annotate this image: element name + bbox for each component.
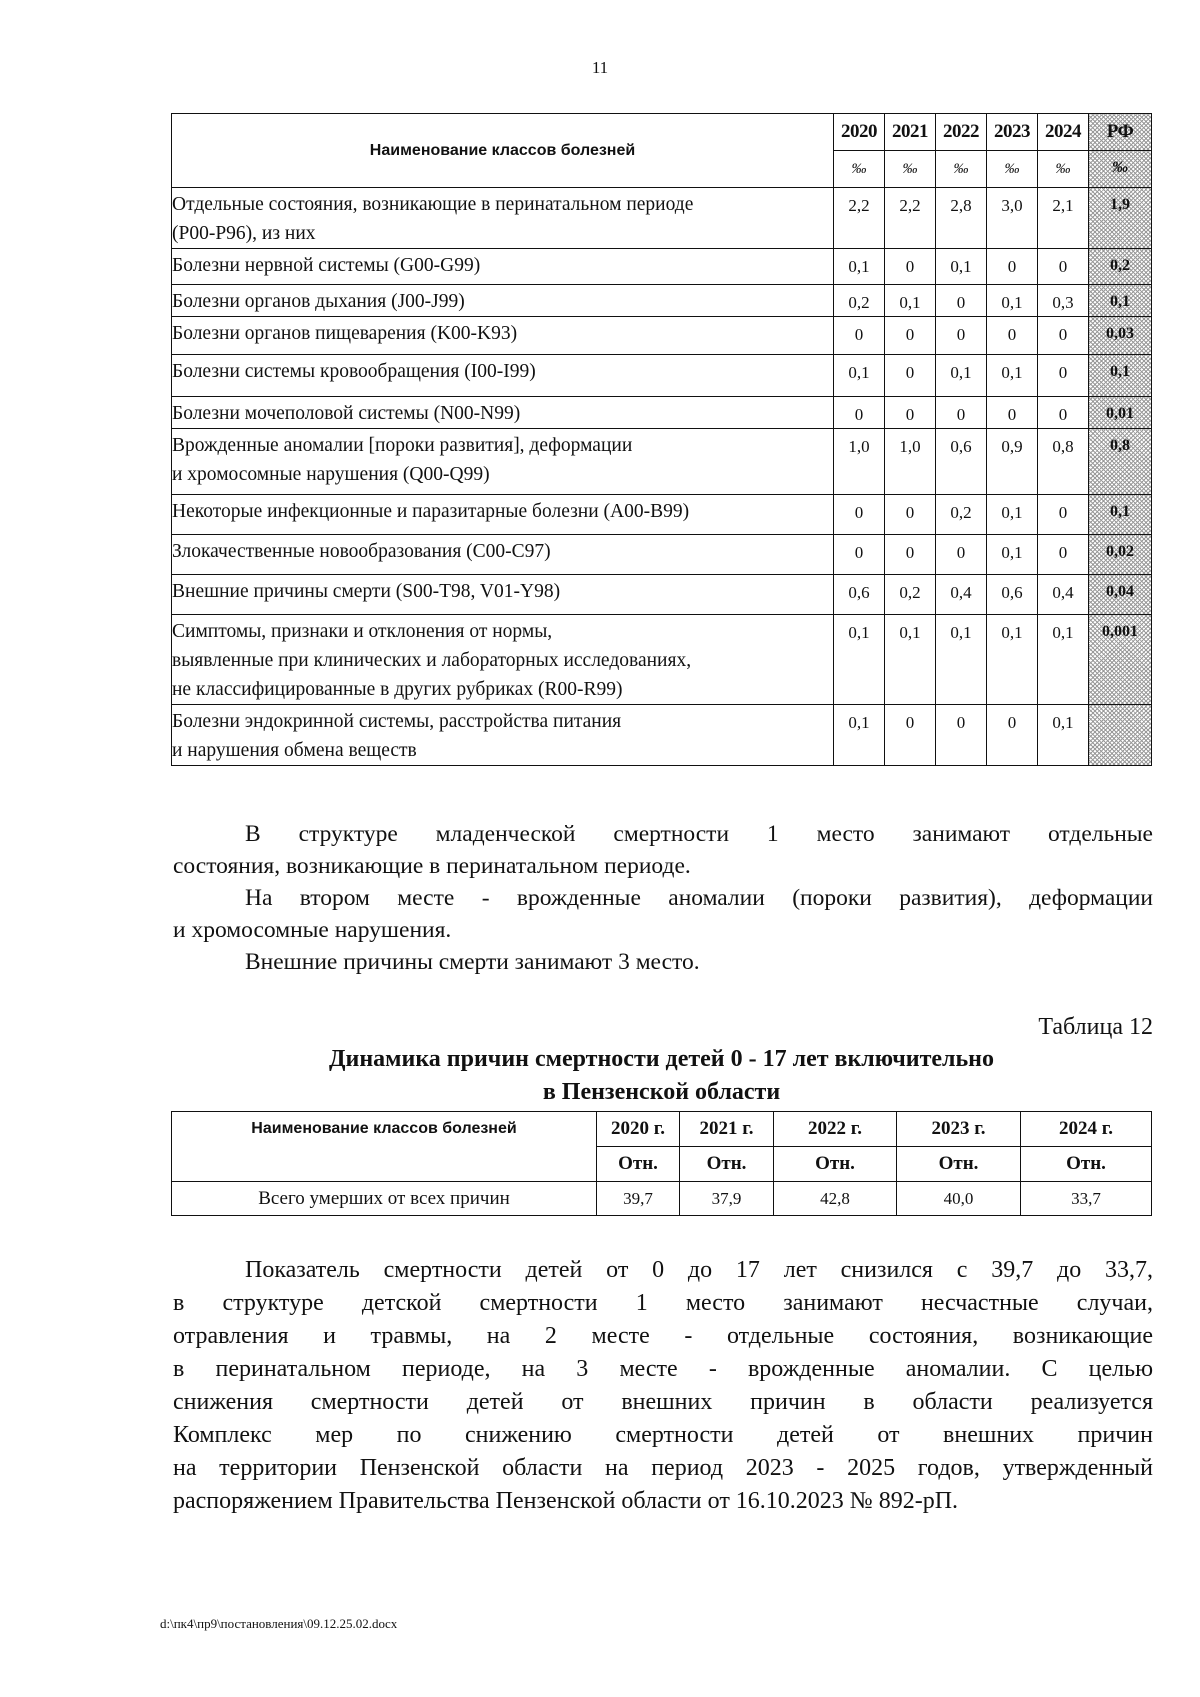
disease-class-name: Болезни органов пищеварения (K00-K93) [172,317,834,355]
value-cell: 0 [936,535,987,575]
value-cell: 0 [834,397,885,429]
table-header-row [172,114,1152,151]
value-cell: 0,1 [936,249,987,285]
rf-value-cell: 0,1 [1089,355,1152,397]
value-cell: 0 [1038,355,1089,397]
child-mortality-summary [173,1254,1153,1518]
column-subheader-relative: Отн. [1021,1147,1152,1182]
value-cell: 0,2 [885,575,936,615]
value-cell: 0 [1038,535,1089,575]
column-subheader-relative: Отн. [597,1147,680,1182]
value-cell: 1,0 [885,429,936,495]
value-cell: 0 [1038,249,1089,285]
rf-value-cell: 0,03 [1089,317,1152,355]
value-cell: 0,6 [834,575,885,615]
text-line: распоряжением Правительства Пензенской области от 16.10.2023 № 892-рП. [173,1488,959,1514]
disease-class-name: Болезни нервной системы (G00-G99) [172,249,834,285]
value-cell: 0 [936,285,987,317]
value-cell: 0,1 [987,495,1038,535]
unit-cell: ‰ [885,151,936,188]
table-label: Таблица 12 [1038,1014,1153,1040]
column-header-year: 2021 г. [680,1112,774,1147]
table-row [172,705,1152,766]
column-header-year: 2023 г. [897,1112,1021,1147]
column-subheader-relative: Отн. [680,1147,774,1182]
value-cell: 39,7 [597,1182,680,1216]
value-cell: 0 [1038,495,1089,535]
rf-value-cell: 0,1 [1089,285,1152,317]
value-cell: 0,1 [885,285,936,317]
infant-mortality-causes-table [171,113,1152,766]
value-cell: 0,1 [936,615,987,705]
value-cell: 0,1 [1038,615,1089,705]
text-line: в перинатальном периоде, на 3 месте - врожденные аномалии. С целью [173,1356,1153,1382]
value-cell: 0 [936,317,987,355]
value-cell: 0 [885,535,936,575]
table-row [172,615,1152,705]
disease-class-name: Болезни органов дыхания (J00-J99) [172,285,834,317]
value-cell: 0,1 [834,615,885,705]
rf-value-cell: 0,02 [1089,535,1152,575]
column-header-year: 2020 г. [597,1112,680,1147]
text-line: снижения смертности детей от внешних причин в области реализуется [173,1389,1153,1415]
value-cell: 0,3 [1038,285,1089,317]
table-row [172,429,1152,495]
column-subheader-relative: Отн. [774,1147,897,1182]
value-cell: 0 [1038,397,1089,429]
value-cell: 0,1 [987,355,1038,397]
value-cell: 42,8 [774,1182,897,1216]
table-row [172,355,1152,397]
column-header-year: 2023 [987,114,1038,151]
table-row [172,188,1152,249]
value-cell: 0,1 [987,535,1038,575]
text-line: На втором месте - врожденные аномалии (пороки развития), деформации [245,885,1153,911]
text-line: Комплекс мер по снижению смертности детей от внешних причин [173,1422,1153,1448]
value-cell: 0 [834,495,885,535]
value-cell: 40,0 [897,1182,1021,1216]
column-header-year: 2022 г. [774,1112,897,1147]
unit-cell: ‰ [834,151,885,188]
value-cell: 0 [885,705,936,766]
column-header-year: 2022 [936,114,987,151]
value-cell: 0,4 [936,575,987,615]
value-cell: 0,6 [936,429,987,495]
disease-class-name: Симптомы, признаки и отклонения от нормы, выявленные при клинических и лабораторных исследованиях, не классифицированные в других рубриках (R00-R99) [172,615,834,705]
value-cell: 0 [1038,317,1089,355]
column-header-year: 2020 [834,114,885,151]
value-cell: 0,1 [834,249,885,285]
column-header-rf: РФ [1089,114,1152,151]
table-row [172,535,1152,575]
unit-cell: ‰ [987,151,1038,188]
value-cell: 0 [885,397,936,429]
value-cell: 0,8 [1038,429,1089,495]
value-cell: 2,1 [1038,188,1089,249]
text-line: на территории Пензенской области на период 2023 - 2025 годов, утвержденный [173,1455,1153,1481]
value-cell: 0 [834,535,885,575]
value-cell: 0 [834,317,885,355]
value-cell: 0,6 [987,575,1038,615]
value-cell: 0,1 [987,615,1038,705]
rf-value-cell: 0,001 [1089,615,1152,705]
value-cell: 1,0 [834,429,885,495]
disease-class-name: Некоторые инфекционные и паразитарные болезни (A00-B99) [172,495,834,535]
text-line: В структуре младенческой смертности 1 место занимают отдельные [245,821,1153,847]
disease-class-name: Врожденные аномалии [пороки развития], деформации и хромосомные нарушения (Q00-Q99) [172,429,834,495]
value-cell: 0 [987,249,1038,285]
child-mortality-dynamics-table [171,1111,1152,1216]
table-title: Динамика причин смертности детей 0 - 17 лет включительно [328,1046,994,1072]
text-line: и хромосомные нарушения. [173,917,452,943]
column-header-year: 2024 г. [1021,1112,1152,1147]
value-cell: 0,1 [987,285,1038,317]
row-name: Всего умерших от всех причин [172,1182,597,1216]
rf-value-cell: 0,8 [1089,429,1152,495]
value-cell: 0,9 [987,429,1038,495]
value-cell: 0 [936,397,987,429]
value-cell: 3,0 [987,188,1038,249]
value-cell: 0 [987,397,1038,429]
column-header-year: 2024 [1038,114,1089,151]
table-row [172,397,1152,429]
unit-cell: ‰ [1038,151,1089,188]
value-cell: 0 [885,317,936,355]
infant-mortality-summary [173,818,1153,978]
value-cell: 0,2 [834,285,885,317]
value-cell: 2,8 [936,188,987,249]
value-cell: 0,1 [936,355,987,397]
column-header-disease-class: Наименование классов болезней [172,114,834,188]
value-cell: 0 [885,495,936,535]
disease-class-name: Болезни мочеполовой системы (N00-N99) [172,397,834,429]
value-cell: 37,9 [680,1182,774,1216]
rf-value-cell: 0,1 [1089,495,1152,535]
value-cell: 0,1 [1038,705,1089,766]
table-row [172,575,1152,615]
table-row [172,1182,1152,1216]
text-line: Показатель смертности детей от 0 до 17 лет снизился с 39,7 до 33,7, [245,1257,1153,1283]
text-line: Внешние причины смерти занимают 3 место. [245,949,700,975]
value-cell: 0 [936,705,987,766]
unit-cell-rf: ‰ [1089,151,1152,188]
value-cell: 0 [987,705,1038,766]
disease-class-name: Злокачественные новообразования (C00-C97) [172,535,834,575]
table-row [172,285,1152,317]
text-line: состояния, возникающие в перинатальном периоде. [173,853,691,879]
table-row [172,249,1152,285]
value-cell: 0 [885,355,936,397]
disease-class-name: Внешние причины смерти (S00-T98, V01-Y98) [172,575,834,615]
rf-value-cell: 0,04 [1089,575,1152,615]
value-cell: 0,1 [834,705,885,766]
value-cell: 2,2 [885,188,936,249]
table-row [172,495,1152,535]
rf-value-cell: 0,01 [1089,397,1152,429]
table-title: в Пензенской области [542,1079,781,1105]
table-row [172,317,1152,355]
rf-value-cell: 1,9 [1089,188,1152,249]
text-line: отравления и травмы, на 2 месте - отдельные состояния, возникающие [173,1323,1153,1349]
value-cell: 0,4 [1038,575,1089,615]
rf-value-cell [1089,705,1152,766]
text-line: в структуре детской смертности 1 место занимают несчастные случаи, [173,1290,1153,1316]
column-header-year: 2021 [885,114,936,151]
value-cell: 0 [885,249,936,285]
disease-class-name: Болезни эндокринной системы, расстройства питания и нарушения обмена веществ [172,705,834,766]
value-cell: 33,7 [1021,1182,1152,1216]
table-header-row [172,1112,1152,1147]
unit-cell: ‰ [936,151,987,188]
value-cell: 0,1 [885,615,936,705]
column-header-disease-class: Наименование классов болезней [172,1112,597,1182]
page-number: 11 [591,58,609,77]
disease-class-name: Отдельные состояния, возникающие в перинатальном периоде (P00-P96), из них [172,188,834,249]
footer-file-path: d:\пк4\пр9\постановления\09.12.25.02.docx [160,1616,398,1631]
value-cell: 0,1 [834,355,885,397]
column-subheader-relative: Отн. [897,1147,1021,1182]
rf-value-cell: 0,2 [1089,249,1152,285]
disease-class-name: Болезни системы кровообращения (I00-I99) [172,355,834,397]
value-cell: 2,2 [834,188,885,249]
value-cell: 0 [987,317,1038,355]
value-cell: 0,2 [936,495,987,535]
